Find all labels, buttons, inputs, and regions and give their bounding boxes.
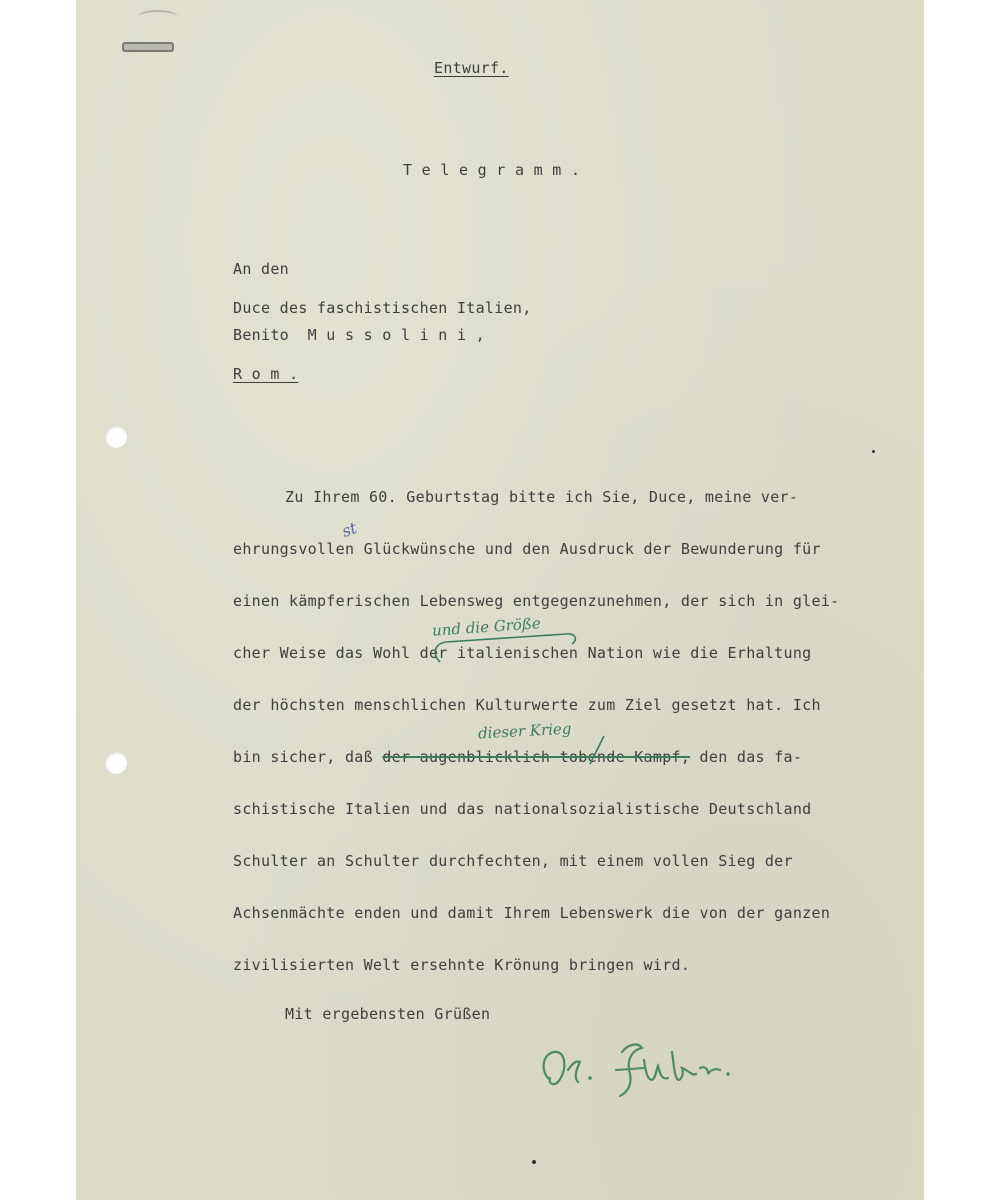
staple [122, 42, 174, 52]
punch-hole-lower [105, 752, 127, 774]
handwritten-correction-line-2: st [339, 518, 360, 541]
body-line-6-before: bin sicher, daß [233, 748, 383, 766]
paper-speck-2 [872, 450, 875, 453]
body-line-3: einen kämpferischen Lebensweg entgegenzunehmen, der sich in glei- [233, 592, 840, 610]
paper-speck [532, 1160, 536, 1164]
body-line-1: Zu Ihrem 60. Geburtstag bitte ich Sie, Duce, meine ver- [285, 488, 799, 506]
insert-slash-mark [586, 730, 616, 770]
body-line-10: zivilisierten Welt ersehnte Krönung bringen wird. [233, 956, 691, 974]
heading-entwurf: Entwurf. [434, 59, 509, 77]
punch-hole-upper [105, 426, 127, 448]
staple-mark [138, 10, 178, 24]
address-line-1: An den [233, 260, 289, 278]
body-line-5: der höchsten menschlichen Kulturwerte zum Ziel gesetzt hat. Ich [233, 696, 821, 714]
body-line-6-after: den das fa- [690, 748, 803, 766]
closing-line: Mit ergebensten Grüßen [285, 1005, 491, 1023]
handwritten-insert-line-4: und die Größe [431, 614, 542, 640]
address-line-4: R o m . [233, 365, 299, 383]
struck-text: der augenblicklich tobende Kampf, [382, 748, 691, 766]
document-page [76, 0, 924, 1200]
body-line-9: Achsenmächte enden und damit Ihrem Lebenswerk die von der ganzen [233, 904, 831, 922]
address-line-3: Benito M u s s o l i n i , [233, 326, 485, 344]
insert-caret-mark [426, 618, 586, 668]
body-line-7: schistische Italien und das nationalsozialistische Deutschland [233, 800, 812, 818]
body-line-4: cher Weise das Wohl der italienischen Nation wie die Erhaltung [233, 644, 812, 662]
telegram-label: T e l e g r a m m . [403, 161, 581, 179]
handwritten-signature [532, 1030, 762, 1110]
body-line-8: Schulter an Schulter durchfechten, mit einem vollen Sieg der [233, 852, 793, 870]
body-line-6 [233, 748, 802, 766]
body-line-2: ehrungsvollen Glückwünsche und den Ausdruck der Bewunderung für [233, 540, 821, 558]
handwritten-insert-line-6: dieser Krieg [477, 719, 572, 743]
address-line-2: Duce des faschistischen Italien, [233, 299, 532, 317]
